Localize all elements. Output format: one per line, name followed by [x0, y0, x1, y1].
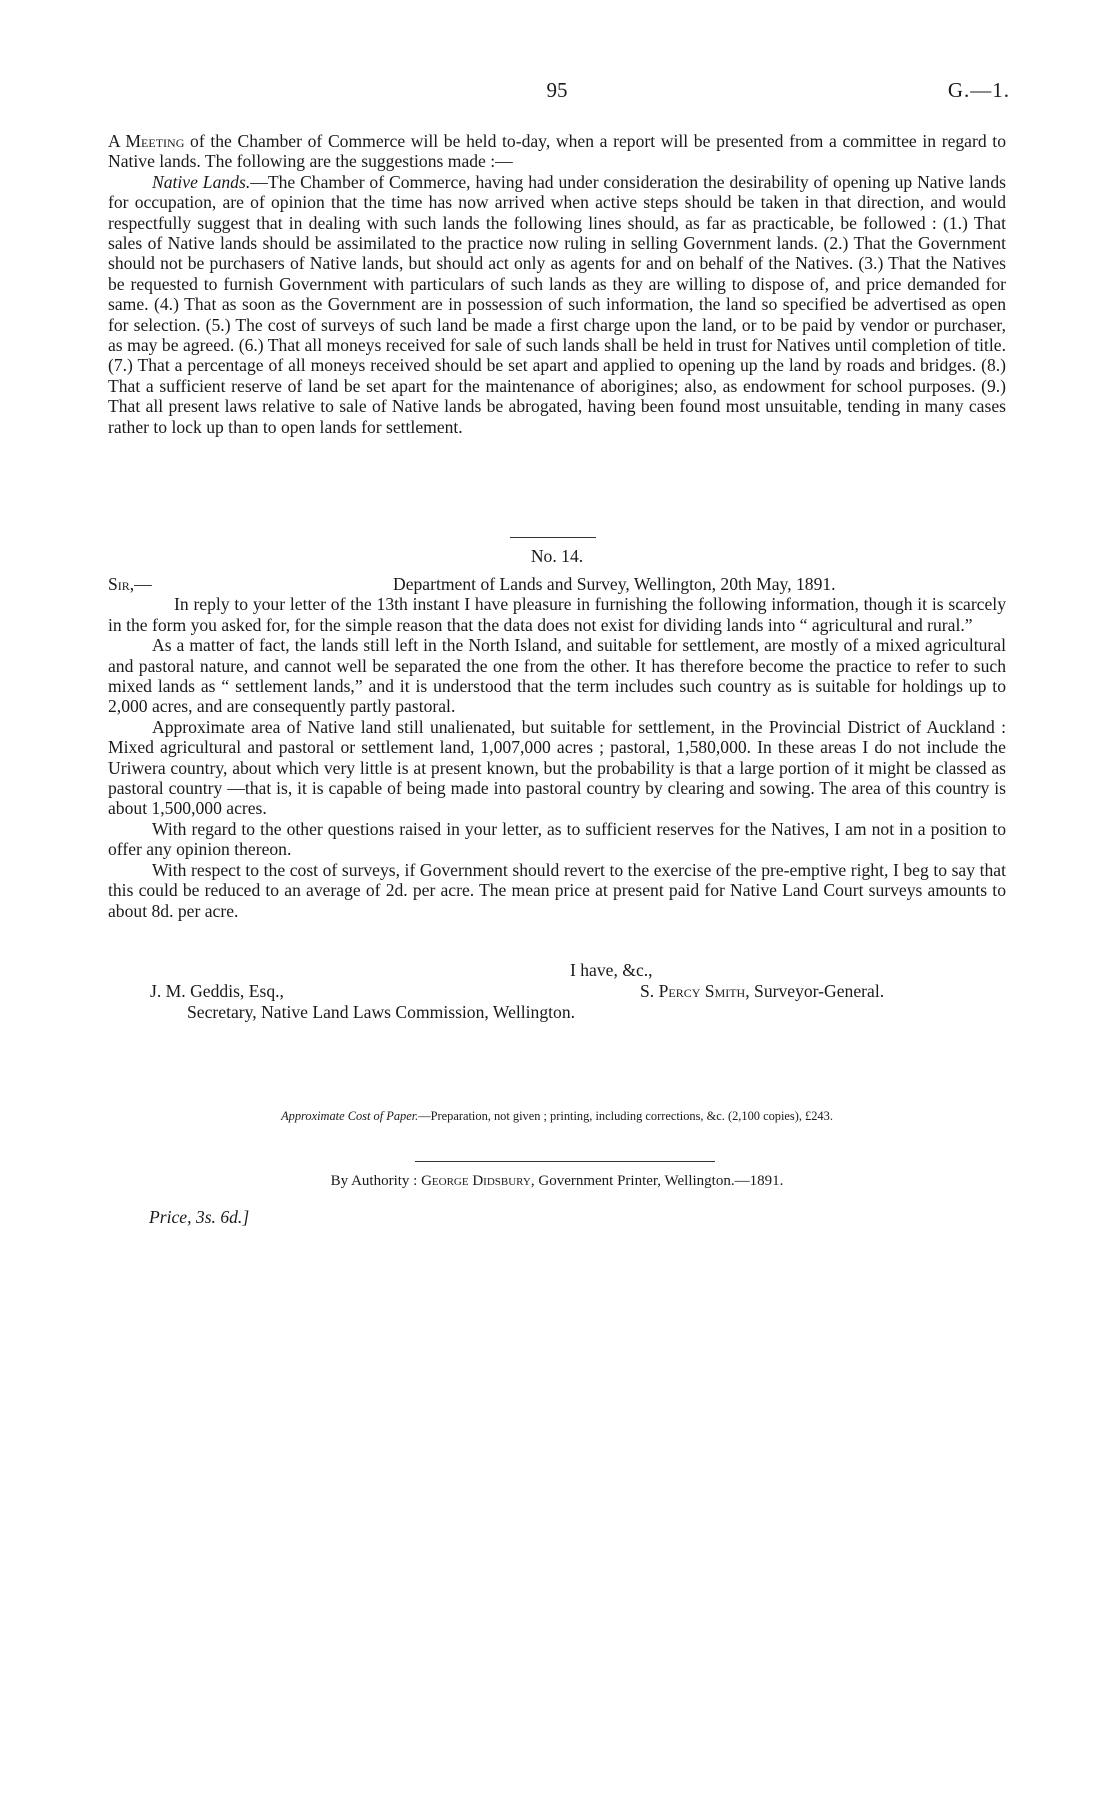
dateline: Department of Lands and Survey, Wellington, 20th May, 1891.: [393, 574, 836, 594]
authority-rest: , Government Printer, Wellington.—1891.: [530, 1173, 784, 1189]
cost-of-paper: [0, 1109, 1114, 1124]
addressee-name: J. M. Geddis, Esq.,: [150, 981, 284, 1001]
letter-paragraph: Approximate area of Native land still unalienated, but suitable for settlement, in the Provincial District of Auckland : Mixed agricultural and pastoral or settlement land, 1,007,000 acres ; pastoral, 1,580,000. In these areas I do not include the Uriwera country, about which very little is at present known, but the probability is that a large portion of it might be classed as pastoral country —that is, it is capable of being made into pastoral country by clearing and sowing. The area of this country is about 1,500,000 acres.: [108, 716, 1006, 819]
printer-imprint: [0, 1173, 1114, 1190]
page-number: 95: [546, 78, 568, 102]
meeting-intro: [108, 131, 1006, 172]
authority-lead: By Authority :: [330, 1173, 422, 1189]
salutation: Sir,—: [108, 574, 152, 594]
native-lands-label: Native Lands.: [152, 171, 251, 192]
letter-body: [108, 574, 1006, 921]
letter-number: No. 14.: [530, 546, 584, 566]
signer-title: , Surveyor-General.: [745, 981, 885, 1001]
signer: [640, 981, 884, 1002]
price: Price, 3s. 6d.]: [149, 1207, 250, 1227]
cost-text: —Preparation, not given ; printing, including corrections, &c. (2,100 copies), £243.: [418, 1109, 833, 1123]
addressee-role: Secretary, Native Land Laws Commission, Wellington.: [187, 1002, 576, 1022]
signer-initial: S.: [640, 981, 659, 1001]
letter-paragraph: With regard to the other questions raised in your letter, as to sufficient reserves for the Natives, I am not in a position to offer any opinion thereon.: [108, 818, 1006, 860]
footer-divider: [415, 1161, 715, 1162]
letter-paragraph: As a matter of fact, the lands still left in the North Island, and suitable for settlement, are mostly of a mixed agricultural and pastoral nature, and cannot well be separated the one from the other. It has therefore become the practice to refer to such mixed lands as “ settlement lands,” and it is understood that the term includes such country as is suitable for holdings up to 2,000 acres, and are consequently partly pastoral.: [108, 635, 1006, 717]
letter-closing: I have, &c.,: [570, 960, 653, 980]
native-lands-text: —The Chamber of Commerce, having had under consideration the desirability of opening up Native lands for occupation, are of opinion that the time has now arrived when active steps should be taken in that direction, and would respectfully suggest that in dealing with such lands the following lines should, as far as practicable, be followed : (1.) That sales of Native lands should be assimilated to the practice now ruling in selling Government lands. (2.) That the Government should not be purchasers of Native lands, but should act only as agents for and on behalf of the Natives. (3.) That the Natives be requested to furnish Government with particulars of such lands as they are willing to dispose of, and price demanded for same. (4.) That as soon as the Government are in possession of such information, the land so specified be advertised as open for selection. (5.) The cost of surveys of such land be made a first charge upon the land, or to be paid by vendor or purchaser, as may be agreed. (6.) That all moneys received for sale of such lands shall be held in trust for Natives until completion of title. (7.) That a percentage of all moneys received should be set apart and applied to opening up the land by roads and bridges. (8.) That a sufficient reserve of land be set apart for the maintenance of aborigines; also, as endowment for school purposes. (9.) That all present laws relative to sale of Native lands be abrogated, having been found most unsuitable, tending in many cases rather to lock up than to open lands for settlement.: [108, 171, 1006, 437]
signer-name: Percy Smith: [658, 981, 746, 1001]
letter-paragraph: With respect to the cost of surveys, if Government should revert to the exercise of the pre-emptive right, I beg to say that this could be reduced to an average of 2d. per acre. The mean price at present paid for Native Land Court surveys amounts to about 8d. per acre.: [108, 859, 1006, 921]
native-lands-paragraph: [108, 172, 1006, 437]
salutation-line: [108, 574, 1006, 594]
cost-label: Approximate Cost of Paper.: [281, 1109, 419, 1123]
meeting-report: [108, 131, 1006, 437]
section-divider: [510, 537, 596, 538]
printer-name: George Didsbury: [421, 1173, 531, 1189]
letter-paragraph: In reply to your letter of the 13th instant I have pleasure in furnishing the following information, though it is scarcely in the form you asked for, for the simple reason that the data does not exist for dividing lands into “ agricultural and rural.”: [108, 594, 1006, 635]
page-reference: G.—1.: [947, 78, 1010, 102]
meeting-intro-text: of the Chamber of Commerce will be held to-day, when a report will be presented from a committee in regard to Native lands. The following are the suggestions made :—: [108, 131, 1006, 172]
meeting-lead: A Meeting: [108, 131, 185, 151]
